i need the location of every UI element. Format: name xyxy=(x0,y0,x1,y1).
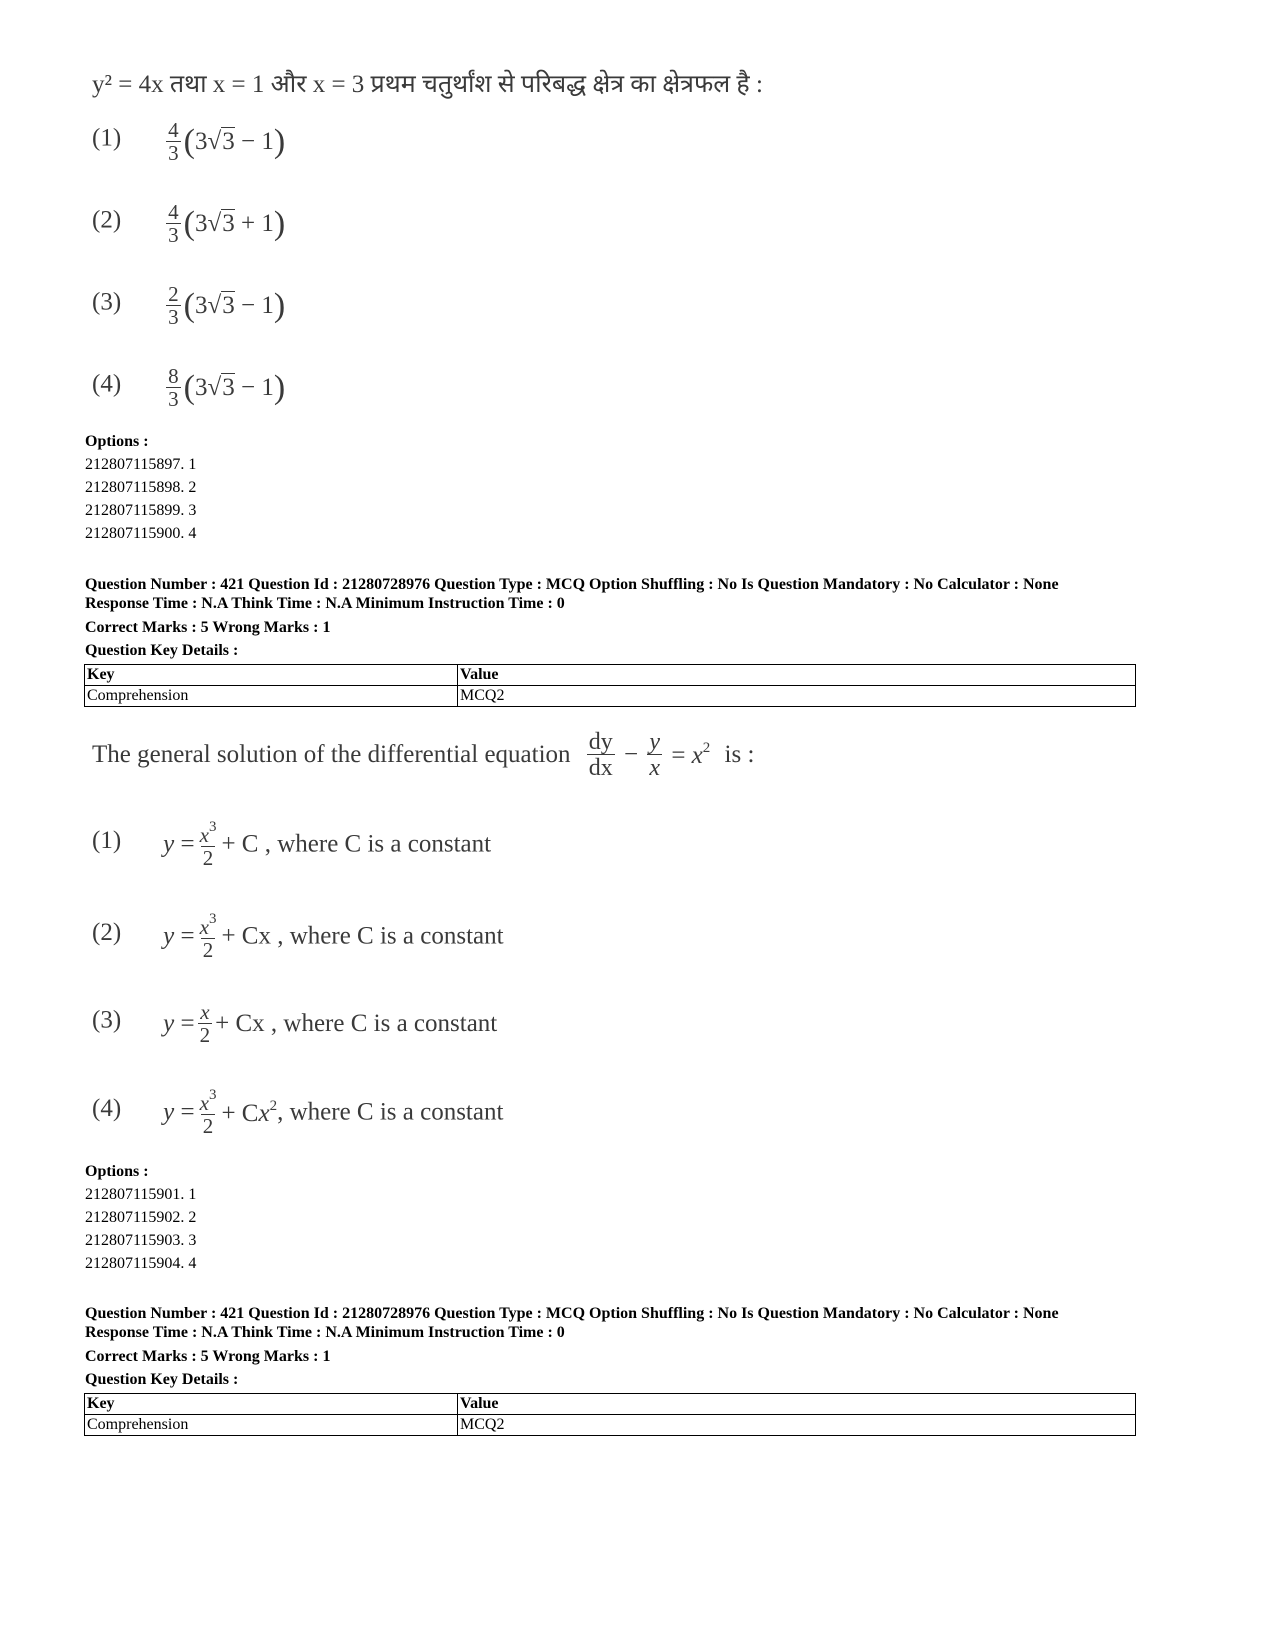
table-cell-key: Comprehension xyxy=(85,686,458,707)
options-title: Options : xyxy=(85,433,149,450)
q1-option-4: (4) $\frac{8}{3}$ (3√3 − 1) xyxy=(92,364,286,411)
option-id: 212807115897. 1 xyxy=(85,456,197,473)
option-number: (4) xyxy=(92,370,122,398)
option-id: 212807115901. 1 xyxy=(85,1186,197,1203)
options-title: Options : xyxy=(85,1163,149,1180)
option-id: 212807115899. 3 xyxy=(85,502,197,519)
table-header-row xyxy=(85,1394,1136,1415)
response-time-line: Response Time : N.A Think Time : N.A Minimum Instruction Time : 0 xyxy=(85,1324,565,1341)
option-id: 212807115898. 2 xyxy=(85,479,197,496)
table-row xyxy=(85,1415,1136,1436)
table-header-key: Key xyxy=(85,665,458,686)
table-cell-value: MCQ2 xyxy=(458,686,1136,707)
dy-dx-fraction: $\frac{dy}{dx}$ xyxy=(588,729,613,781)
q2-options-list xyxy=(85,1160,196,1275)
option-number: (1) xyxy=(92,124,122,152)
key-details-title: Question Key Details : xyxy=(85,642,239,659)
table-cell-value: MCQ2 xyxy=(458,1415,1136,1436)
y-over-x-fraction: $\frac{y}{x}$ xyxy=(649,729,661,781)
table-header-value: Value xyxy=(458,665,1136,686)
option-id: 212807115904. 4 xyxy=(85,1255,197,1272)
option-number: (2) xyxy=(92,206,122,234)
q2-option-2: (2) y = $\frac{x^3}{2}$ + Cx , where C is a constant xyxy=(92,911,504,962)
table-header-row xyxy=(85,665,1136,686)
q1-options-list xyxy=(85,430,196,545)
option-id: 212807115902. 2 xyxy=(85,1209,197,1226)
q2-option-3: (3) y = $\frac{x}{2}$ + Cx , where C is a constant xyxy=(92,1000,498,1047)
coefficient-fraction: $\frac{8}{3}$ xyxy=(168,364,179,411)
option-id: 212807115900. 4 xyxy=(85,525,197,542)
table-header-key: Key xyxy=(85,1394,458,1415)
q1-option-2: (2) $\frac{4}{3}$ (3√3 + 1) xyxy=(92,200,286,247)
option-number: (4) xyxy=(92,1095,122,1123)
option-number: (3) xyxy=(92,1006,122,1034)
option-id: 212807115903. 3 xyxy=(85,1232,197,1249)
option-number: (2) xyxy=(92,919,122,947)
table-row xyxy=(85,686,1136,707)
q1-option-3: (3) $\frac{2}{3}$ (3√3 − 1) xyxy=(92,282,286,329)
marks-line: Correct Marks : 5 Wrong Marks : 1 xyxy=(85,619,331,636)
key-details-title: Question Key Details : xyxy=(85,1371,239,1388)
q1-option-1: (1) $\frac{4}{3}$ (3√3 − 1) xyxy=(92,118,286,165)
key-details-table xyxy=(84,664,1136,707)
question-1-stem: y² = 4x तथा x = 1 और x = 3 प्रथम चतुर्थांश से परिबद्ध क्षेत्र का क्षेत्रफल है : xyxy=(92,71,763,98)
response-time-line: Response Time : N.A Think Time : N.A Minimum Instruction Time : 0 xyxy=(85,595,565,612)
coefficient-fraction: $\frac{4}{3}$ xyxy=(168,118,179,165)
question-meta-line: Question Number : 421 Question Id : 21280728976 Question Type : MCQ Option Shuffling : No Is Question Mandatory : No Calculator : None xyxy=(85,576,1059,593)
q2-option-4: (4) y = $\frac{x^3}{2}$ + $Cx^2$, where C is a constant xyxy=(92,1087,504,1138)
coefficient-fraction: $\frac{2}{3}$ xyxy=(168,282,179,329)
table-cell-key: Comprehension xyxy=(85,1415,458,1436)
question-meta-2 xyxy=(85,1304,1205,1342)
coefficient-fraction: $\frac{4}{3}$ xyxy=(168,200,179,247)
question-meta-1 xyxy=(85,575,1205,613)
marks-line: Correct Marks : 5 Wrong Marks : 1 xyxy=(85,1348,331,1365)
question-meta-line: Question Number : 421 Question Id : 21280728976 Question Type : MCQ Option Shuffling : No Is Question Mandatory : No Calculator : None xyxy=(85,1305,1059,1322)
q2-option-1: (1) y = $\frac{x^3}{2}$ + C , where C is a constant xyxy=(92,819,492,870)
question-2-stem: The general solution of the differential equation $\frac{dy}{dx}$ − $\frac{y}{x}$ = $x^2$ is : xyxy=(92,729,755,781)
key-details-table xyxy=(84,1393,1136,1436)
option-number: (3) xyxy=(92,288,122,316)
table-header-value: Value xyxy=(458,1394,1136,1415)
option-number: (1) xyxy=(92,827,122,855)
